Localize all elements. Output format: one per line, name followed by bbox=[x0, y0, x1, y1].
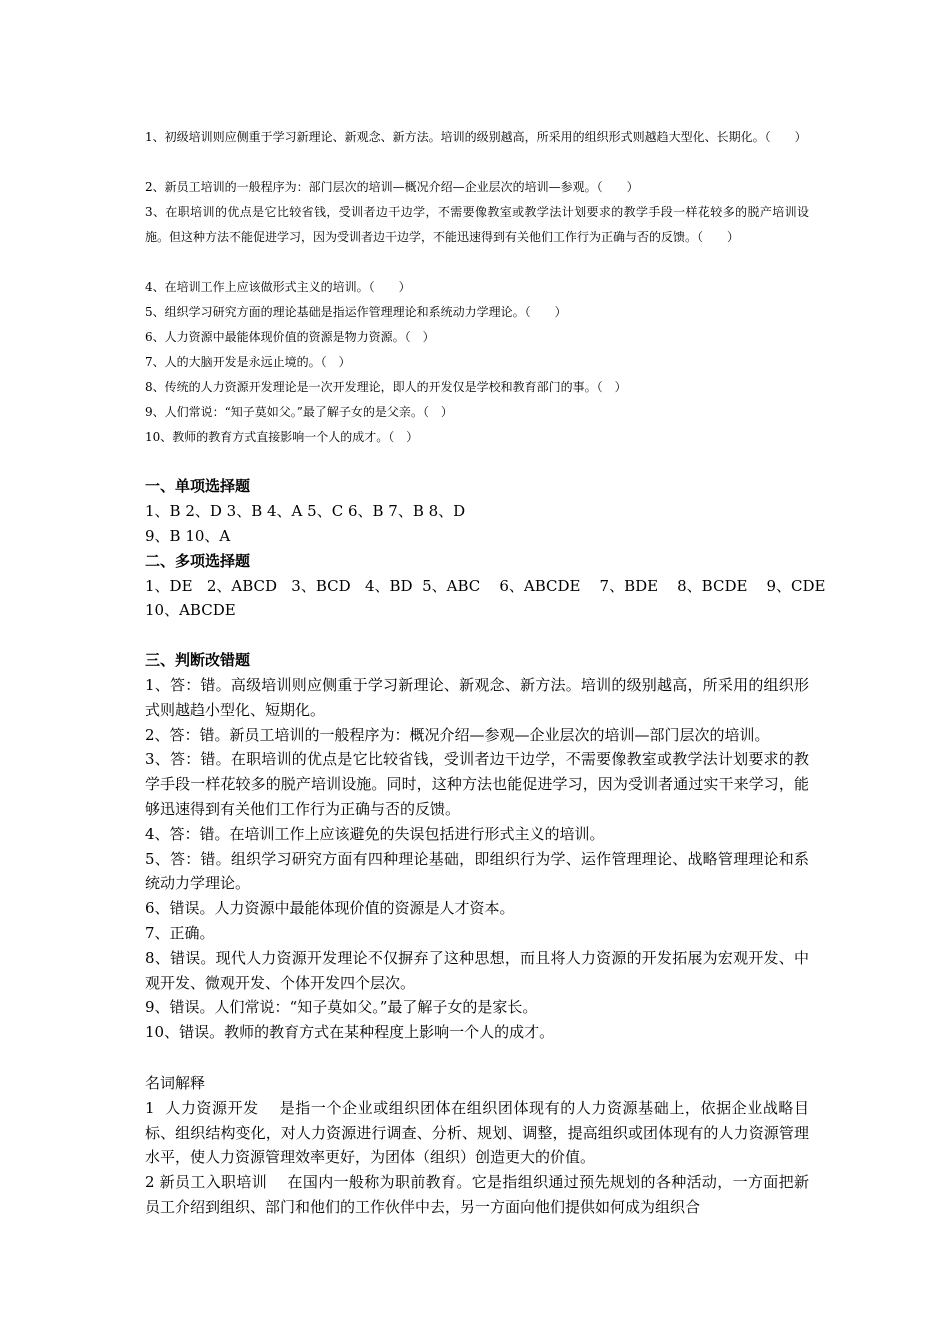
question-6: 6、人力资源中最能体现价值的资源是物力资源。（ ） bbox=[145, 330, 435, 344]
terms-section bbox=[145, 1071, 809, 1220]
judge-answer-item: 5、答：错。组织学习研究方面有四种理论基础，即组织行为学、运作管理理论、战略管理理论和系统动力学理论。 bbox=[145, 849, 809, 893]
question-2: 2、新员工培训的一般程序为：部门层次的培训—概况介绍—企业层次的培训—参观。（ ） bbox=[145, 180, 639, 194]
terms-title: 名词解释 bbox=[145, 1074, 206, 1092]
judge-answer-item: 4、答：错。在培训工作上应该避免的失误包括进行形式主义的培训。 bbox=[145, 824, 605, 843]
judge-answer-item: 1、答：错。高级培训则应侧重于学习新理论、新观念、新方法。培训的级别越高，所采用的组织形式则越趋小型化、短期化。 bbox=[145, 676, 809, 719]
judge-answer-item: 3、答：错。在职培训的优点是它比较省钱，受训者边干边学，不需要像教室或教学法计划要求的教学手段一样花较多的脱产培训设施。同时，这种方法也能促进学习，因为受训者通过实干来学习，能够迅速得到有关他们工作行为正确与否的反馈。 bbox=[145, 750, 809, 818]
question-5: 5、组织学习研究方面的理论基础是指运作管理理论和系统动力学理论。（ ） bbox=[145, 305, 567, 319]
judge-answer-item: 10、错误。教师的教育方式在某种程度上影响一个人的成才。 bbox=[145, 1023, 555, 1042]
question-3: 3、在职培训的优点是它比较省钱，受训者边干边学，不需要像教室或教学法计划要求的教学手段一样花较多的脱产培训设施。但这种方法不能促进学习，因为受训者边干边学，不能迅速得到有关他们工作行为正确与否的反馈。（ ） bbox=[145, 205, 809, 244]
multi-choice-line: 10、ABCDE bbox=[145, 601, 236, 620]
single-choice-line: 1、B 2、D 3、B 4、A 5、C 6、B 7、B 8、D bbox=[145, 502, 466, 520]
multi-choice-line: 1、DE 2、ABCD 3、BCD 4、BD 5、ABC 6、ABCDE 7、BDE 8、BCDE 9、CDE bbox=[145, 576, 826, 595]
question-4: 4、在培训工作上应该做形式主义的培训。（ ） bbox=[145, 280, 411, 294]
judge-answer-item: 6、错误。人力资源中最能体现价值的资源是人才资本。 bbox=[145, 899, 515, 918]
answer-section bbox=[145, 474, 826, 623]
judge-answer-item: 9、错误。人们常说：“知子莫如父。”最了解子女的是家长。 bbox=[145, 998, 538, 1017]
question-1: 1、初级培训则应侧重于学习新理论、新观念、新方法。培训的级别越高，所采用的组织形式则越趋大型化、长期化。（ ） bbox=[145, 130, 807, 144]
term-item: 2 新员工入职培训 在国内一般称为职前教育。它是指组织通过预先规划的各种活动，一方面把新员工介绍到组织、部门和他们的工作伙伴中去，另一方面向他们提供如何成为组织合 bbox=[145, 1173, 809, 1216]
question-10: 10、教师的教育方式直接影响一个人的成才。（ ） bbox=[145, 430, 419, 444]
multi-choice-title: 二、多项选择题 bbox=[145, 551, 251, 570]
question-8: 8、传统的人力资源开发理论是一次开发理论，即人的开发仅是学校和教育部门的事。（ ） bbox=[145, 380, 627, 394]
question-9: 9、人们常说：“知子莫如父。”最了解子女的是父亲。（ ） bbox=[145, 405, 453, 419]
question-7: 7、人的大脑开发是永远止境的。（ ） bbox=[145, 355, 351, 369]
judge-answer-title: 三、判断改错题 bbox=[145, 651, 251, 669]
judge-answer-item: 7、正确。 bbox=[145, 923, 215, 942]
single-choice-title: 一、单项选择题 bbox=[145, 477, 251, 495]
single-choice-line: 9、B 10、A bbox=[145, 526, 231, 545]
term-item: 1 人力资源开发 是指一个企业或组织团体在组织团体现有的人力资源基础上，依据企业战略目标、组织结构变化，对人力资源进行调查、分析、规划、调整，提高组织或团体现有的人力资源管理水平，使人力资源管理效率更好，为团体（组织）创造更大的价值。 bbox=[145, 1098, 809, 1167]
judge-answer-item: 8、错误。现代人力资源开发理论不仅摒弃了这种思想，而且将人力资源的开发拓展为宏观开发、中观开发、微观开发、个体开发四个层次。 bbox=[145, 948, 809, 992]
judge-answer-item: 2、答：错。新员工培训的一般程序为：概况介绍—参观—企业层次的培训—部门层次的培训。 bbox=[145, 725, 770, 744]
judge-answer-section bbox=[145, 648, 809, 1045]
